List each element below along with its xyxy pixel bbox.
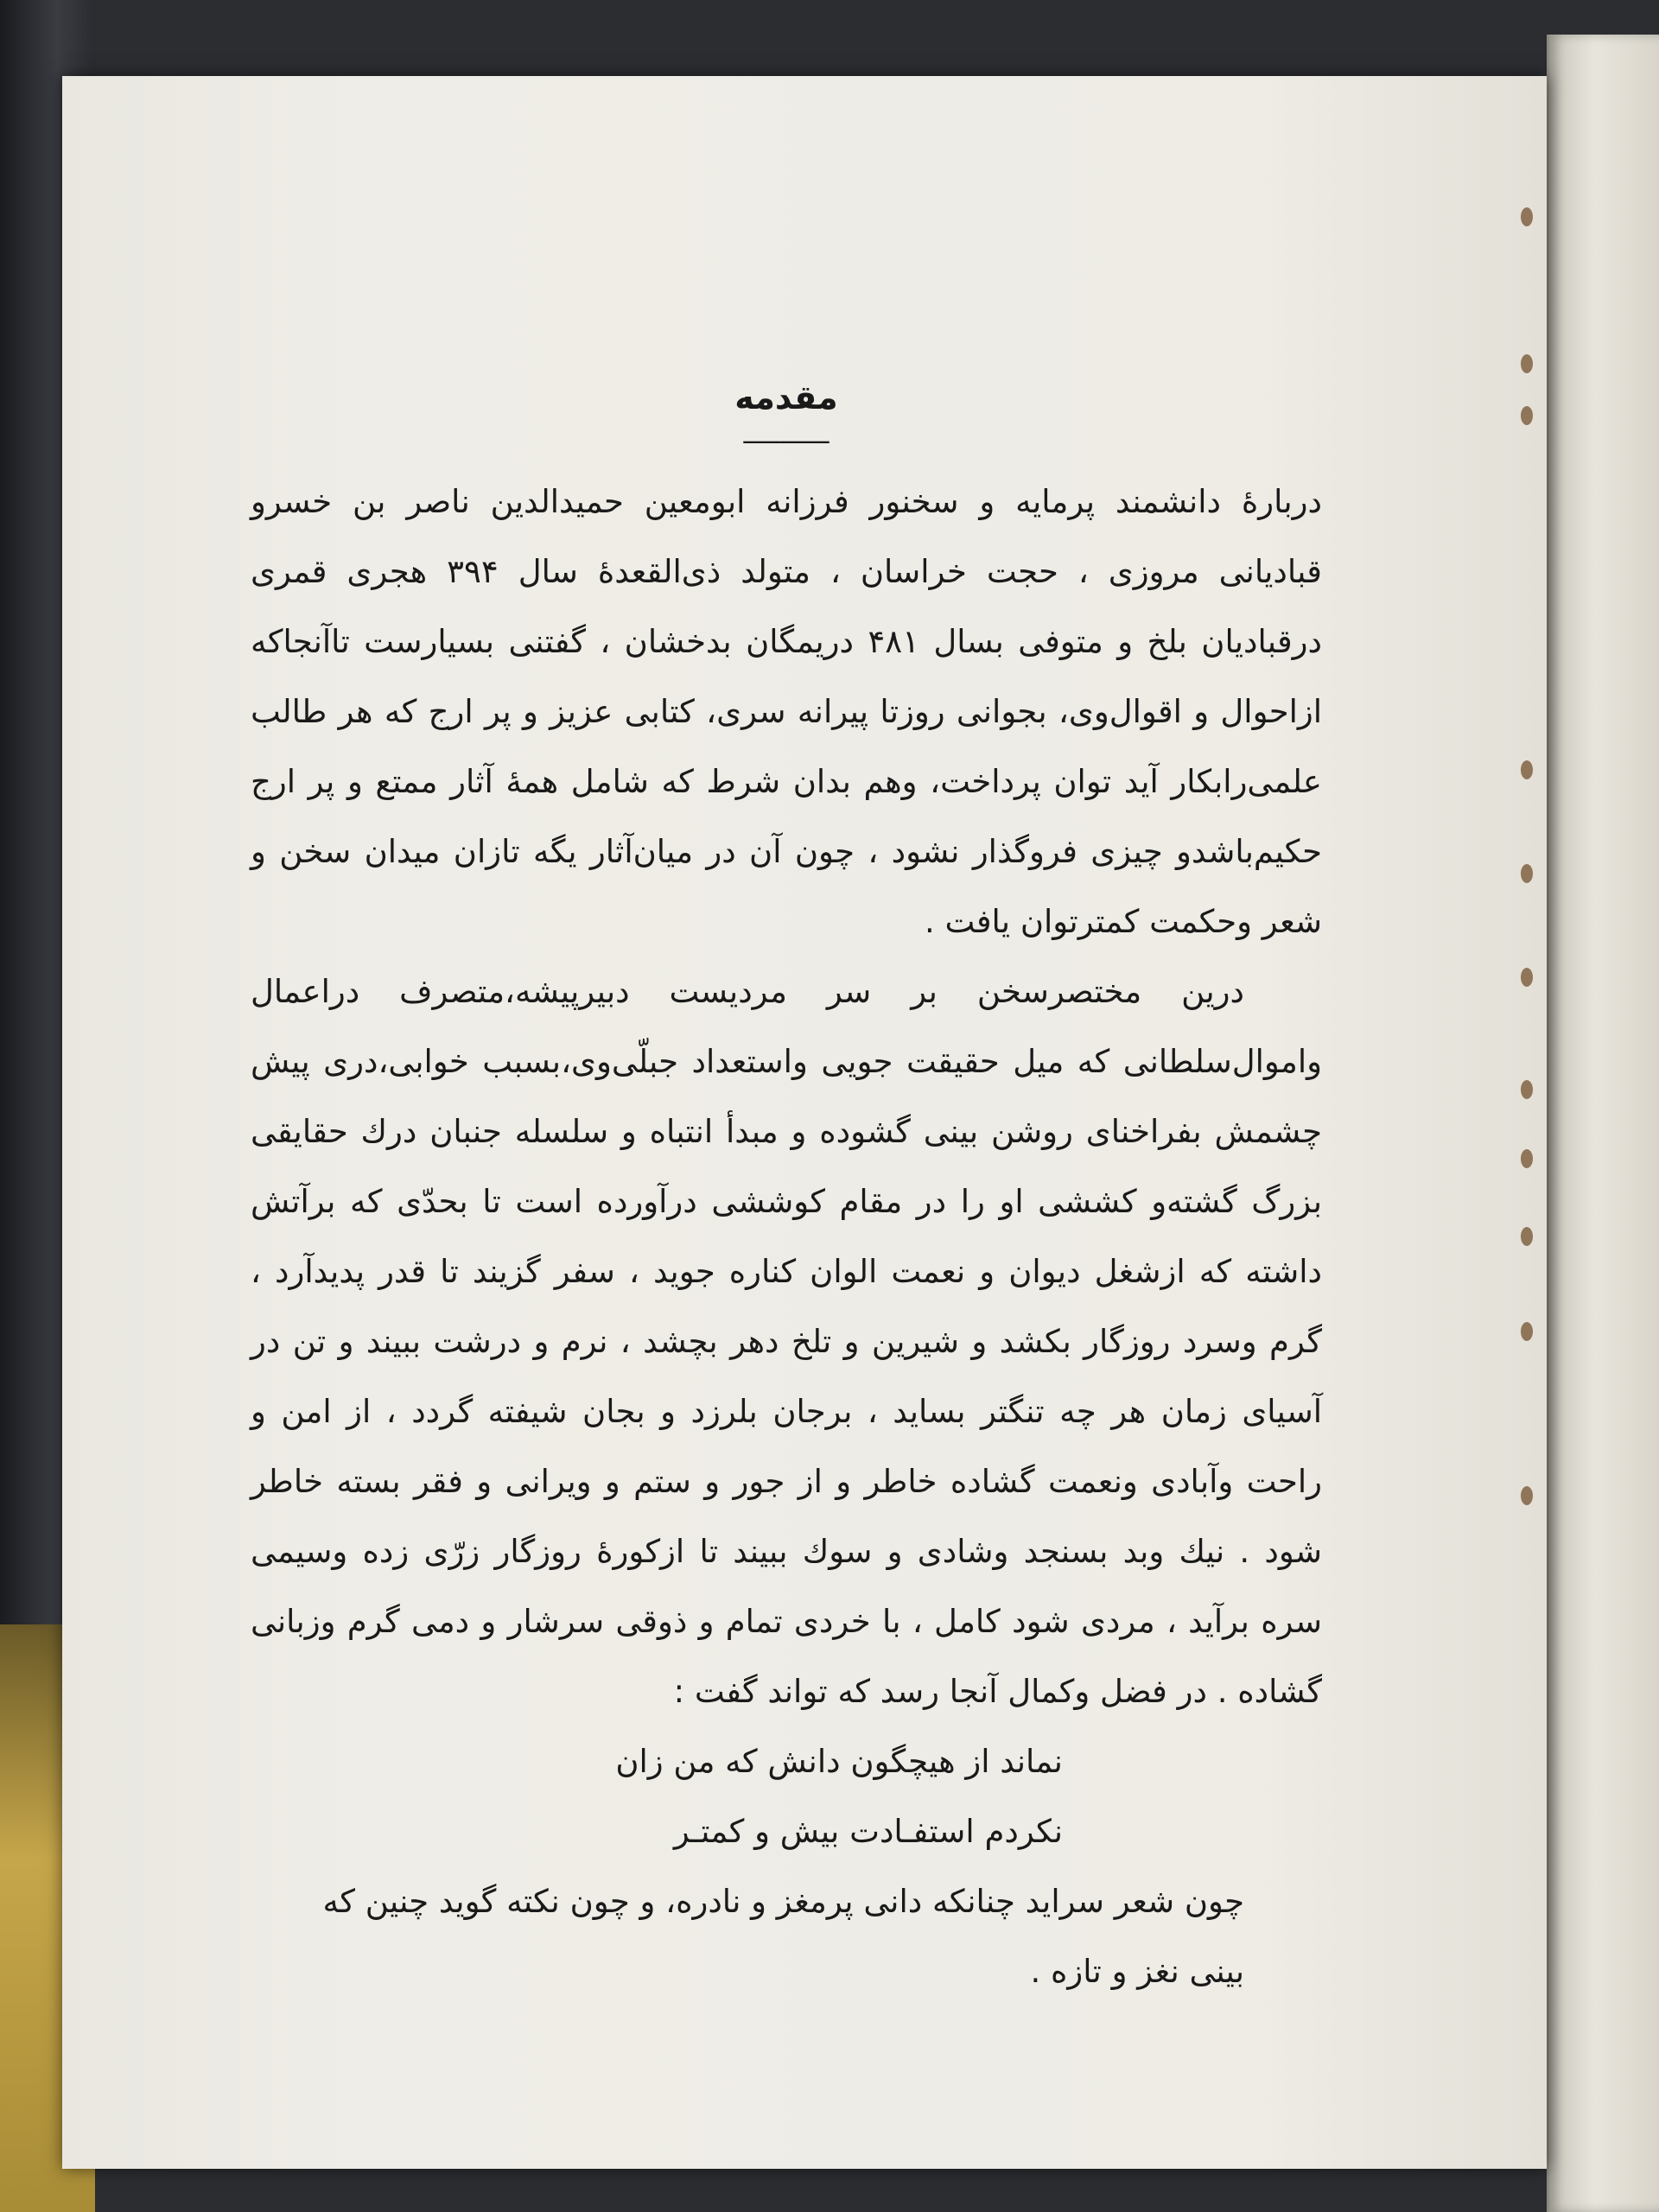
stitch-mark <box>1521 1080 1533 1099</box>
stitch-mark <box>1521 968 1533 987</box>
verse-line-1: نماند از هیچگون دانش که من زان <box>615 1743 1063 1780</box>
binding-stitches <box>1521 0 1538 2212</box>
paragraph-2: درین مختصرسخن بر سر مردیست دبیرپیشه‌،متصرف‌ در‌اعمال واموال‌سلطانی که میل حقیقت جویی واستعداد جبلّی‌وی،بسبب خوابی،دری پیش چشمش بفراخنای روشن بینی گشوده و مبدأ انتباه و سلسله جنبان درك حقایقی بزرگ گشته‌و کششی او را در مقام کوششی درآورده است تا بحدّی که برآتش داشته که ازشغل دیوان و نعمت الوان کناره جوید ، سفر گزیند تا قدر پدیدآرد ، گرم وسرد روزگار بکشد و شیرین و تلخ دهر بچشد ، نرم و درشت ببیند و تن در آسیای زمان هر چه تنگتر بساید ، برجان بلرزد و بجان شیفته گردد ، از امن و راحت وآبادی ونعمت گشاده خاطر و از جور و ستم و ویرانی و فقر بسته خاطر شود . نیك وبد بسنجد وشادی و سوك ببیند تا ازکورهٔ روزگار زرّی زده وسیمی سره برآید ، مردی شود کامل ، با خردی تمام و ذوقی سرشار و دمی گرم وزبانی گشاده . در فضل وکمال آنجا رسد که تواند گفت : <box>251 973 1322 1710</box>
facing-page-edge <box>1547 35 1659 2212</box>
stitch-mark <box>1521 864 1533 883</box>
stitch-mark <box>1521 1149 1533 1168</box>
stitch-mark <box>1521 1486 1533 1505</box>
page-text <box>251 363 1322 2006</box>
page-title: مقدمه <box>734 378 838 416</box>
stitch-mark <box>1521 1322 1533 1341</box>
stitch-mark <box>1521 760 1533 779</box>
paragraph-1: دربارهٔ دانشمند پرمایه و سخنور فرزانه ابومعین حمیدالدین ناصر بن خسرو قبادیانی مروزی ، حجت خراسان ، متولد ذی‌القعدهٔ سال ۳۹۴ هجری قمری درقبادیان بلخ و متوفی بسال ۴۸۱ دریمگان بدخشان ، گفتنی بسیارست تاآنجاکه ازاحوال و اقوال‌وی، بجوانی روزتا پیرانه سری، کتابی عزیز و پر ارج که هر طالب علمی‌رابکار آید توان پرداخت، وهم بدان شرط که شامل همهٔ آثار ممتع و پر ارج حکیم‌باشدو چیزی فروگذار نشود ، چون آن در میان‌آثار یگه تازان میدان سخن و شعر وحکمت کمترتوان یافت . <box>251 483 1322 940</box>
stitch-mark <box>1521 207 1533 226</box>
stitch-mark <box>1521 354 1533 373</box>
closing-line-2: بینی نغز و تازه . <box>1030 1953 1244 1990</box>
stitch-mark <box>1521 1227 1533 1246</box>
verse-line-2: نکردم استفـادت بیش و کمتـر <box>673 1813 1063 1850</box>
title-ornament-rule: ـــــــــــــ <box>743 423 830 449</box>
stitch-mark <box>1521 406 1533 425</box>
closing-line-1: چون شعر سراید چنانکه دانی پرمغز و نادره، و چون نکته گوید چنین که <box>322 1883 1244 1920</box>
